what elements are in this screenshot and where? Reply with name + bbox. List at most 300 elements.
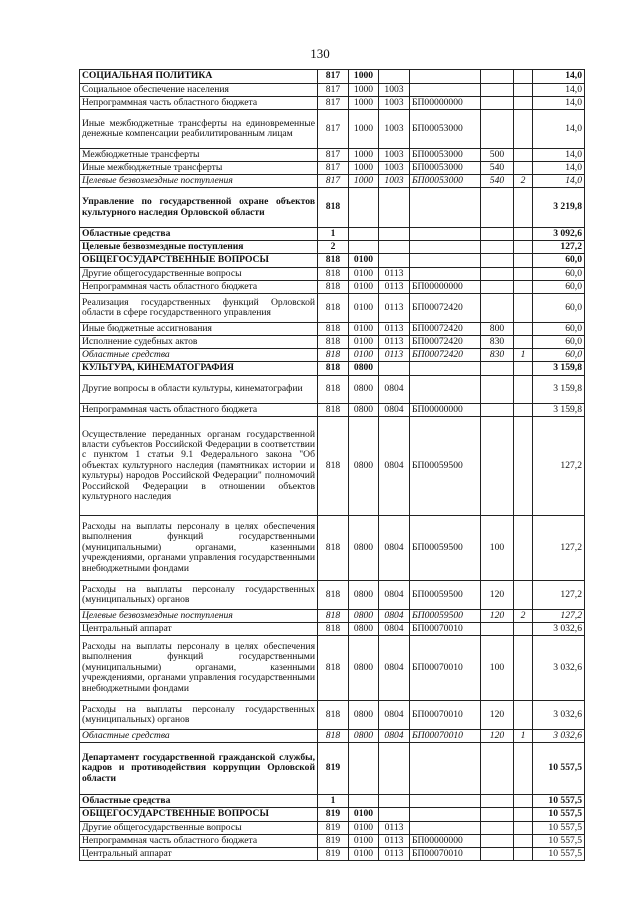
subsection-code: 1003 xyxy=(379,84,410,97)
expense-type-code: 830 xyxy=(481,336,514,349)
section-code: 0100 xyxy=(349,808,379,822)
expense-type-code xyxy=(481,808,514,822)
row-name: Областные средства xyxy=(80,228,318,241)
amount: 14,0 xyxy=(533,162,585,175)
funds-source-code xyxy=(514,743,533,795)
subsection-code: 0804 xyxy=(379,404,410,417)
row-name: Осуществление переданных органам государственной власти субъектов Российской Федерации в соответствии с пунктом 1 статьи 9.1 Федерального закона "Об объектах культурного наследия (памятниках истории и культуры) народов Российской Федерации" полномочий Российской Федерации в отношении объектов культурного наследия xyxy=(80,417,318,516)
amount: 3 032,6 xyxy=(533,701,585,730)
admin-code: 818 xyxy=(318,581,349,610)
target-article-code: БП00072420 xyxy=(410,349,481,362)
target-article-code xyxy=(410,254,481,268)
admin-code: 818 xyxy=(318,294,349,323)
funds-source-code xyxy=(514,701,533,730)
amount: 127,2 xyxy=(533,516,585,581)
target-article-code xyxy=(410,188,481,228)
amount: 127,2 xyxy=(533,581,585,610)
target-article-code: БП00072420 xyxy=(410,323,481,336)
admin-code: 819 xyxy=(318,835,349,848)
table-row xyxy=(80,97,585,110)
funds-source-code xyxy=(514,822,533,835)
section-code xyxy=(349,795,379,808)
funds-source-code xyxy=(514,294,533,323)
section-code: 0800 xyxy=(349,404,379,417)
admin-code: 819 xyxy=(318,848,349,861)
section-code: 0800 xyxy=(349,701,379,730)
funds-source-code xyxy=(514,581,533,610)
section-code: 0800 xyxy=(349,581,379,610)
funds-source-code: 1 xyxy=(514,730,533,743)
table-row xyxy=(80,110,585,149)
table-row xyxy=(80,376,585,404)
subsection-code: 0113 xyxy=(379,822,410,835)
target-article-code: БП00059500 xyxy=(410,516,481,581)
funds-source-code xyxy=(514,241,533,254)
target-article-code: БП00072420 xyxy=(410,294,481,323)
subsection-code xyxy=(379,795,410,808)
expense-type-code: 100 xyxy=(481,636,514,701)
funds-source-code xyxy=(514,149,533,162)
row-name: Центральный аппарат xyxy=(80,848,318,861)
target-article-code xyxy=(410,241,481,254)
amount: 14,0 xyxy=(533,70,585,84)
expense-type-code xyxy=(481,835,514,848)
target-article-code: БП00070010 xyxy=(410,623,481,636)
table-row xyxy=(80,743,585,795)
funds-source-code xyxy=(514,795,533,808)
row-name: Социальное обеспечение населения xyxy=(80,84,318,97)
admin-code: 818 xyxy=(318,254,349,268)
admin-code: 817 xyxy=(318,84,349,97)
funds-source-code xyxy=(514,516,533,581)
row-name: Расходы на выплаты персоналу в целях обеспечения выполнения функций государственными (муниципальными) органами, казенными учреждениями, органами управления государственными внебюджетными фондами xyxy=(80,516,318,581)
subsection-code: 0113 xyxy=(379,349,410,362)
subsection-code: 0804 xyxy=(379,730,410,743)
amount: 3 032,6 xyxy=(533,636,585,701)
expense-type-code xyxy=(481,254,514,268)
section-code: 0100 xyxy=(349,323,379,336)
funds-source-code xyxy=(514,848,533,861)
table-row xyxy=(80,175,585,188)
admin-code: 818 xyxy=(318,349,349,362)
budget-table xyxy=(79,69,585,861)
target-article-code: БП00053000 xyxy=(410,149,481,162)
table-row xyxy=(80,281,585,294)
section-code xyxy=(349,241,379,254)
expense-type-code xyxy=(481,848,514,861)
row-name: Непрограммная часть областного бюджета xyxy=(80,97,318,110)
amount: 14,0 xyxy=(533,149,585,162)
amount: 10 557,5 xyxy=(533,822,585,835)
funds-source-code xyxy=(514,323,533,336)
section-code: 0800 xyxy=(349,730,379,743)
section-code: 0800 xyxy=(349,376,379,404)
admin-code: 817 xyxy=(318,175,349,188)
row-name: Непрограммная часть областного бюджета xyxy=(80,404,318,417)
amount: 14,0 xyxy=(533,110,585,149)
subsection-code xyxy=(379,808,410,822)
table-row xyxy=(80,795,585,808)
section-code: 1000 xyxy=(349,162,379,175)
row-name: Другие общегосударственные вопросы xyxy=(80,268,318,281)
table-row xyxy=(80,404,585,417)
admin-code: 818 xyxy=(318,336,349,349)
expense-type-code xyxy=(481,795,514,808)
target-article-code: БП00053000 xyxy=(410,175,481,188)
table-row xyxy=(80,808,585,822)
target-article-code: БП00059500 xyxy=(410,610,481,623)
amount: 10 557,5 xyxy=(533,835,585,848)
section-code xyxy=(349,743,379,795)
target-article-code xyxy=(410,362,481,376)
admin-code: 817 xyxy=(318,162,349,175)
section-code: 0100 xyxy=(349,822,379,835)
expense-type-code xyxy=(481,110,514,149)
subsection-code: 1003 xyxy=(379,110,410,149)
section-code: 0100 xyxy=(349,336,379,349)
section-code: 1000 xyxy=(349,84,379,97)
admin-code: 819 xyxy=(318,822,349,835)
subsection-code xyxy=(379,254,410,268)
expense-type-code xyxy=(481,376,514,404)
table-row xyxy=(80,323,585,336)
expense-type-code: 120 xyxy=(481,581,514,610)
expense-type-code xyxy=(481,188,514,228)
target-article-code xyxy=(410,376,481,404)
expense-type-code: 120 xyxy=(481,610,514,623)
amount: 3 219,8 xyxy=(533,188,585,228)
table-row xyxy=(80,516,585,581)
admin-code: 818 xyxy=(318,323,349,336)
expense-type-code xyxy=(481,294,514,323)
section-code xyxy=(349,188,379,228)
row-name: Реализация государственных функций Орловской области в сфере государственного управления xyxy=(80,294,318,323)
admin-code: 817 xyxy=(318,97,349,110)
subsection-code: 0113 xyxy=(379,336,410,349)
row-name: Расходы на выплаты персоналу государственных (муниципальных) органов xyxy=(80,581,318,610)
admin-code: 1 xyxy=(318,795,349,808)
expense-type-code: 540 xyxy=(481,162,514,175)
table-row xyxy=(80,610,585,623)
funds-source-code xyxy=(514,97,533,110)
section-code: 0100 xyxy=(349,294,379,323)
amount: 3 159,8 xyxy=(533,404,585,417)
subsection-code xyxy=(379,743,410,795)
subsection-code xyxy=(379,188,410,228)
subsection-code xyxy=(379,70,410,84)
section-code: 0800 xyxy=(349,636,379,701)
table-row xyxy=(80,623,585,636)
admin-code: 818 xyxy=(318,417,349,516)
target-article-code: БП00070010 xyxy=(410,636,481,701)
funds-source-code xyxy=(514,281,533,294)
funds-source-code: 2 xyxy=(514,610,533,623)
expense-type-code: 500 xyxy=(481,149,514,162)
admin-code: 818 xyxy=(318,623,349,636)
target-article-code: БП00059500 xyxy=(410,417,481,516)
row-name: Иные межбюджетные трансферты на единовременные денежные компенсации реабилитированным лицам xyxy=(80,110,318,149)
table-row xyxy=(80,581,585,610)
row-name: Целевые безвозмездные поступления xyxy=(80,241,318,254)
amount: 10 557,5 xyxy=(533,848,585,861)
target-article-code xyxy=(410,743,481,795)
funds-source-code xyxy=(514,835,533,848)
admin-code: 2 xyxy=(318,241,349,254)
funds-source-code xyxy=(514,376,533,404)
subsection-code xyxy=(379,228,410,241)
expense-type-code xyxy=(481,228,514,241)
row-name: Департамент государственной гражданской службы, кадров и противодействия коррупции Орловской области xyxy=(80,743,318,795)
amount: 10 557,5 xyxy=(533,808,585,822)
target-article-code xyxy=(410,84,481,97)
subsection-code: 0113 xyxy=(379,848,410,861)
admin-code: 817 xyxy=(318,110,349,149)
target-article-code xyxy=(410,70,481,84)
expense-type-code xyxy=(481,281,514,294)
row-name: Непрограммная часть областного бюджета xyxy=(80,281,318,294)
section-code: 0800 xyxy=(349,417,379,516)
subsection-code: 0804 xyxy=(379,376,410,404)
target-article-code xyxy=(410,268,481,281)
row-name: Управление по государственной охране объектов культурного наследия Орловской области xyxy=(80,188,318,228)
amount: 3 092,6 xyxy=(533,228,585,241)
admin-code: 818 xyxy=(318,636,349,701)
subsection-code: 0804 xyxy=(379,701,410,730)
table-row xyxy=(80,228,585,241)
table-row xyxy=(80,701,585,730)
amount: 10 557,5 xyxy=(533,795,585,808)
row-name: Целевые безвозмездные поступления xyxy=(80,610,318,623)
funds-source-code xyxy=(514,623,533,636)
table-row xyxy=(80,336,585,349)
amount: 60,0 xyxy=(533,254,585,268)
table-row xyxy=(80,162,585,175)
funds-source-code xyxy=(514,228,533,241)
expense-type-code xyxy=(481,268,514,281)
amount: 127,2 xyxy=(533,241,585,254)
row-name: Целевые безвозмездные поступления xyxy=(80,175,318,188)
admin-code: 817 xyxy=(318,149,349,162)
target-article-code xyxy=(410,795,481,808)
row-name: Другие общегосударственные вопросы xyxy=(80,822,318,835)
subsection-code: 0113 xyxy=(379,294,410,323)
funds-source-code xyxy=(514,254,533,268)
subsection-code: 0804 xyxy=(379,636,410,701)
admin-code: 818 xyxy=(318,268,349,281)
table-row xyxy=(80,822,585,835)
target-article-code: БП00053000 xyxy=(410,162,481,175)
admin-code: 818 xyxy=(318,610,349,623)
subsection-code: 0804 xyxy=(379,623,410,636)
row-name: Другие вопросы в области культуры, кинематографии xyxy=(80,376,318,404)
expense-type-code xyxy=(481,241,514,254)
subsection-code: 1003 xyxy=(379,162,410,175)
row-name: Исполнение судебных актов xyxy=(80,336,318,349)
admin-code: 817 xyxy=(318,70,349,84)
subsection-code: 0804 xyxy=(379,516,410,581)
amount: 60,0 xyxy=(533,268,585,281)
funds-source-code xyxy=(514,336,533,349)
target-article-code: БП00053000 xyxy=(410,110,481,149)
expense-type-code xyxy=(481,623,514,636)
section-code xyxy=(349,228,379,241)
row-name: Иные межбюджетные трансферты xyxy=(80,162,318,175)
funds-source-code xyxy=(514,70,533,84)
expense-type-code xyxy=(481,743,514,795)
row-name: Расходы на выплаты персоналу в целях обеспечения выполнения функций государственными (муниципальными) органами, казенными учреждениями, органами управления государственными внебюджетными фондами xyxy=(80,636,318,701)
amount: 60,0 xyxy=(533,281,585,294)
amount: 3 032,6 xyxy=(533,730,585,743)
expense-type-code: 800 xyxy=(481,323,514,336)
funds-source-code xyxy=(514,404,533,417)
target-article-code: БП00000000 xyxy=(410,97,481,110)
target-article-code xyxy=(410,808,481,822)
row-name: Областные средства xyxy=(80,795,318,808)
table-row xyxy=(80,241,585,254)
subsection-code: 1003 xyxy=(379,149,410,162)
admin-code: 818 xyxy=(318,730,349,743)
funds-source-code xyxy=(514,110,533,149)
funds-source-code xyxy=(514,362,533,376)
target-article-code: БП00070010 xyxy=(410,848,481,861)
funds-source-code xyxy=(514,188,533,228)
expense-type-code xyxy=(481,417,514,516)
table-row xyxy=(80,848,585,861)
target-article-code: БП00000000 xyxy=(410,281,481,294)
expense-type-code: 100 xyxy=(481,516,514,581)
expense-type-code xyxy=(481,70,514,84)
row-name: ОБЩЕГОСУДАРСТВЕННЫЕ ВОПРОСЫ xyxy=(80,808,318,822)
subsection-code: 0113 xyxy=(379,281,410,294)
expense-type-code xyxy=(481,822,514,835)
admin-code: 818 xyxy=(318,362,349,376)
section-code: 1000 xyxy=(349,175,379,188)
funds-source-code xyxy=(514,636,533,701)
row-name: СОЦИАЛЬНАЯ ПОЛИТИКА xyxy=(80,70,318,84)
funds-source-code: 2 xyxy=(514,175,533,188)
subsection-code: 0804 xyxy=(379,610,410,623)
amount: 3 032,6 xyxy=(533,623,585,636)
expense-type-code xyxy=(481,404,514,417)
target-article-code: БП00000000 xyxy=(410,404,481,417)
expense-type-code xyxy=(481,84,514,97)
target-article-code: БП00059500 xyxy=(410,581,481,610)
admin-code: 818 xyxy=(318,701,349,730)
subsection-code: 0804 xyxy=(379,417,410,516)
section-code: 0100 xyxy=(349,254,379,268)
amount: 127,2 xyxy=(533,610,585,623)
row-name: Расходы на выплаты персоналу государственных (муниципальных) органов xyxy=(80,701,318,730)
subsection-code: 0113 xyxy=(379,268,410,281)
expense-type-code: 120 xyxy=(481,730,514,743)
admin-code: 818 xyxy=(318,516,349,581)
row-name: Иные бюджетные ассигнования xyxy=(80,323,318,336)
table-row xyxy=(80,254,585,268)
target-article-code xyxy=(410,822,481,835)
section-code: 0800 xyxy=(349,623,379,636)
funds-source-code xyxy=(514,417,533,516)
section-code: 0800 xyxy=(349,516,379,581)
table-row xyxy=(80,294,585,323)
amount: 3 159,8 xyxy=(533,362,585,376)
table-row xyxy=(80,349,585,362)
table-row xyxy=(80,362,585,376)
page-number: 130 xyxy=(310,46,330,61)
subsection-code: 1003 xyxy=(379,175,410,188)
section-code: 1000 xyxy=(349,149,379,162)
target-article-code xyxy=(410,228,481,241)
admin-code: 818 xyxy=(318,376,349,404)
admin-code: 819 xyxy=(318,743,349,795)
amount: 127,2 xyxy=(533,417,585,516)
amount: 60,0 xyxy=(533,294,585,323)
section-code: 0800 xyxy=(349,610,379,623)
admin-code: 818 xyxy=(318,404,349,417)
admin-code: 1 xyxy=(318,228,349,241)
row-name: Непрограммная часть областного бюджета xyxy=(80,835,318,848)
funds-source-code xyxy=(514,268,533,281)
admin-code: 818 xyxy=(318,188,349,228)
funds-source-code xyxy=(514,162,533,175)
amount: 60,0 xyxy=(533,323,585,336)
expense-type-code xyxy=(481,362,514,376)
row-name: Областные средства xyxy=(80,349,318,362)
table-row xyxy=(80,268,585,281)
subsection-code xyxy=(379,241,410,254)
subsection-code: 0113 xyxy=(379,323,410,336)
funds-source-code xyxy=(514,808,533,822)
table-row xyxy=(80,188,585,228)
table-row xyxy=(80,70,585,84)
amount: 3 159,8 xyxy=(533,376,585,404)
admin-code: 819 xyxy=(318,808,349,822)
target-article-code: БП00070010 xyxy=(410,730,481,743)
table-row xyxy=(80,835,585,848)
amount: 60,0 xyxy=(533,336,585,349)
row-name: Областные средства xyxy=(80,730,318,743)
amount: 60,0 xyxy=(533,349,585,362)
expense-type-code: 120 xyxy=(481,701,514,730)
section-code: 0100 xyxy=(349,349,379,362)
row-name: Центральный аппарат xyxy=(80,623,318,636)
amount: 10 557,5 xyxy=(533,743,585,795)
admin-code: 818 xyxy=(318,281,349,294)
table-row xyxy=(80,84,585,97)
section-code: 0100 xyxy=(349,268,379,281)
expense-type-code: 540 xyxy=(481,175,514,188)
target-article-code: БП00000000 xyxy=(410,835,481,848)
section-code: 0100 xyxy=(349,848,379,861)
section-code: 1000 xyxy=(349,110,379,149)
subsection-code: 0113 xyxy=(379,835,410,848)
section-code: 0800 xyxy=(349,362,379,376)
section-code: 1000 xyxy=(349,70,379,84)
funds-source-code xyxy=(514,84,533,97)
row-name: ОБЩЕГОСУДАРСТВЕННЫЕ ВОПРОСЫ xyxy=(80,254,318,268)
subsection-code: 0804 xyxy=(379,581,410,610)
table-row xyxy=(80,636,585,701)
subsection-code: 1003 xyxy=(379,97,410,110)
target-article-code: БП00072420 xyxy=(410,336,481,349)
amount: 14,0 xyxy=(533,175,585,188)
section-code: 0100 xyxy=(349,281,379,294)
expense-type-code xyxy=(481,97,514,110)
row-name: КУЛЬТУРА, КИНЕМАТОГРАФИЯ xyxy=(80,362,318,376)
row-name: Межбюджетные трансферты xyxy=(80,149,318,162)
amount: 14,0 xyxy=(533,97,585,110)
subsection-code xyxy=(379,362,410,376)
table-row xyxy=(80,149,585,162)
